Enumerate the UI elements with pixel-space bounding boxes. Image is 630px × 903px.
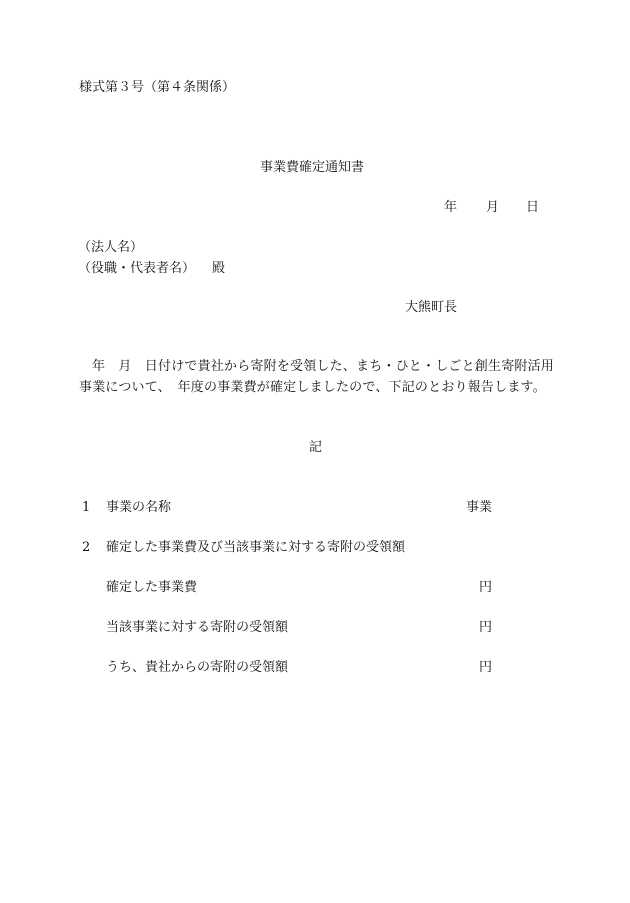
date-year: 年 bbox=[444, 200, 458, 215]
ki-heading: 記 bbox=[309, 440, 323, 455]
body-line-1: 年 月 日付けで貴社から寄附を受領した、まち・ひと・しごと創生寄附活用 bbox=[92, 359, 555, 374]
date-month: 月 bbox=[486, 200, 500, 215]
item-number: 1 bbox=[82, 500, 91, 515]
item-label: 確定した事業費及び当該事業に対する寄附の受領額 bbox=[106, 540, 406, 555]
honorific: 殿 bbox=[212, 261, 226, 276]
representative: （役職・代表者名） bbox=[78, 261, 196, 276]
date-day: 日 bbox=[526, 200, 540, 215]
sub-item-unit: 円 bbox=[479, 620, 493, 635]
item-label: 事業の名称 bbox=[106, 500, 172, 515]
sub-item-unit: 円 bbox=[479, 580, 493, 595]
sub-item-label: 当該事業に対する寄附の受領額 bbox=[106, 620, 289, 635]
form-number: 様式第３号（第４条関係） bbox=[79, 80, 236, 95]
item-number: 2 bbox=[82, 540, 91, 555]
sender: 大熊町長 bbox=[405, 300, 458, 315]
sub-item-unit: 円 bbox=[479, 660, 493, 675]
corp-name: （法人名） bbox=[78, 240, 144, 255]
document-title: 事業費確定通知書 bbox=[260, 160, 365, 175]
body-line-2: 事業について、 年度の事業費が確定しましたので、下記のとおり報告します。 bbox=[79, 380, 546, 395]
item-unit: 事業 bbox=[466, 500, 493, 515]
sub-item-label: うち、貴社からの寄附の受領額 bbox=[106, 660, 289, 675]
sub-item-label: 確定した事業費 bbox=[106, 580, 198, 595]
